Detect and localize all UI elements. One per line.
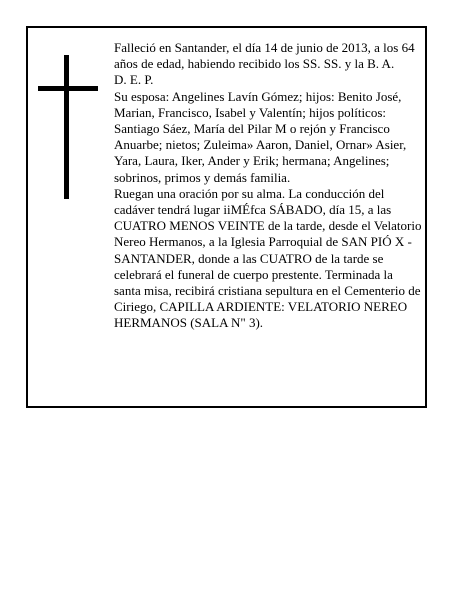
rest-in-peace-line: D. E. P. [114,72,154,88]
family-list: Su esposa: Angelines Lavín Gómez; hijos: Benito José, Marian, Francisco, Isabel y Valentín; hijos políticos: Santiago Sáez, María del Pilar M o rejón y Francisco Anuarbe; nietos; Zuleima» Aaron, Daniel, Ornar» Asier, Yara, Laura, Iker, Ander y Erik; hermana; Angelines; sobrinos, primos y demás familia. [114,88,407,185]
cross-horizontal-bar [38,86,98,91]
obituary-notice [26,26,427,408]
notice-body [114,40,422,332]
cross-vertical-bar [64,55,69,199]
funeral-details: Ruegan una oración por su alma. La conducción del cadáver tendrá lugar iiMÉfca SÁBADO, día 15, a las CUATRO MENOS VEINTE de la tarde, desde el Velatorio Nereo Hermanos, a la Iglesia Parroquial de SAN PIÓ X - SANTANDER, donde a las CUATRO de la tarde se celebrará el funeral de cuerpo prestente. Terminada la santa misa, recibirá cristiana sepultura en el Cementerio de Ciriego, CAPILLA ARDIENTE: VELATORIO NEREO HERMANOS (SALA N" 3). [114,185,422,331]
death-announcement: Falleció en Santander, el día 14 de junio de 2013, a los 64 años de edad, habiendo recibido los SS. SS. y la B. A. [114,40,415,72]
latin-cross-icon [38,55,98,199]
